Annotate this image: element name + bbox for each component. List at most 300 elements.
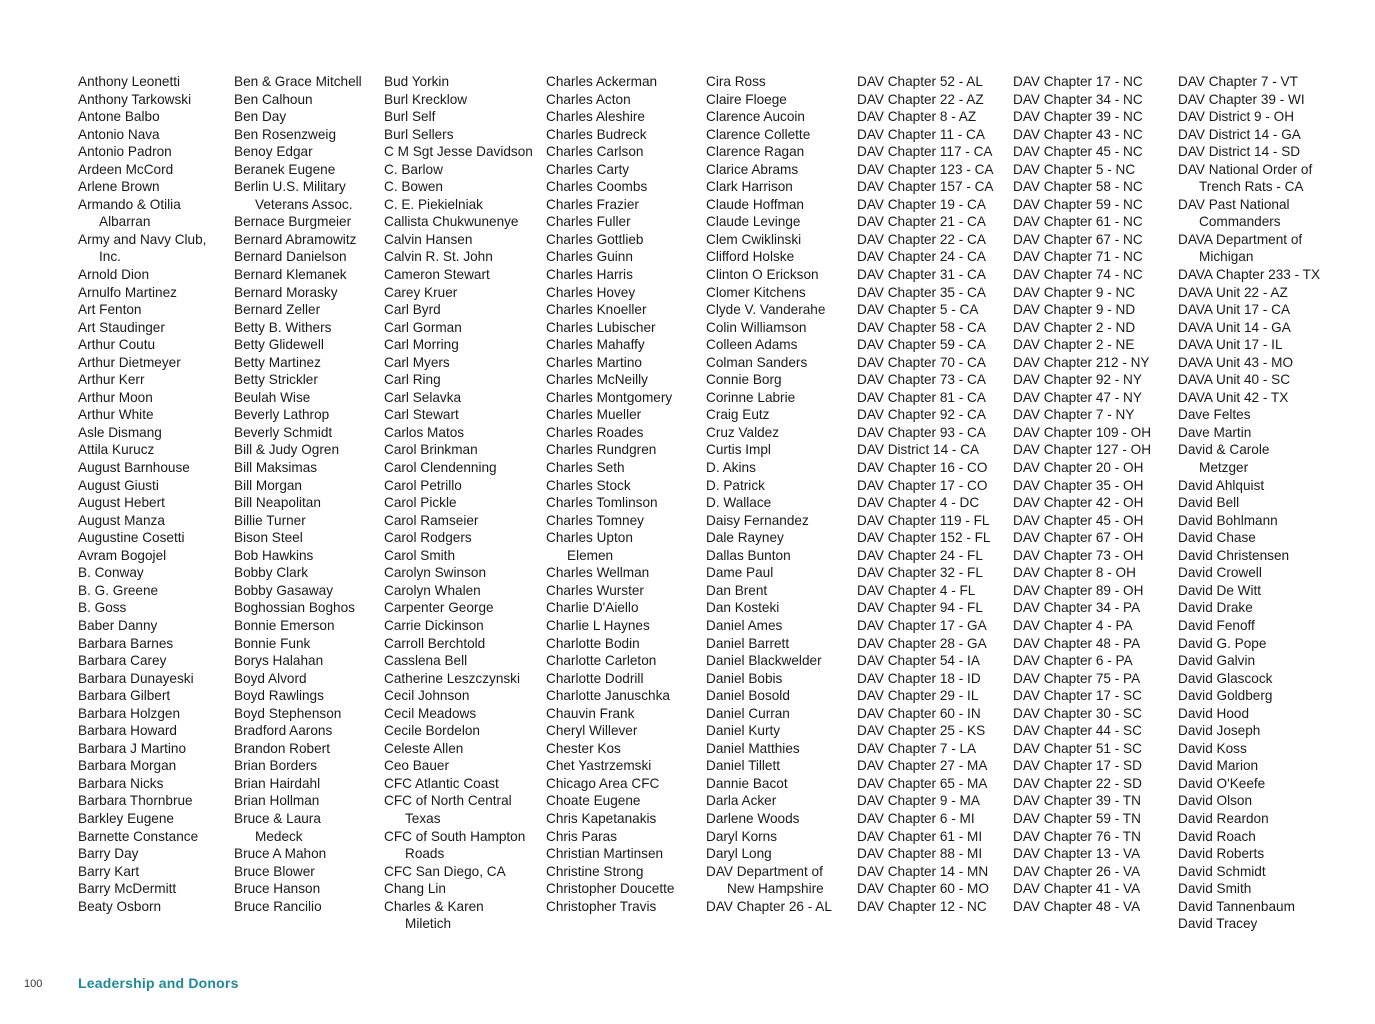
donor-name: B. Conway [78, 565, 144, 581]
donor-name: Charles Frazier [546, 196, 639, 212]
donor-column-4 [546, 73, 674, 915]
donor-name: Clinton O Erickson [706, 267, 819, 283]
donor-name: DAV Chapter 16 - CO [857, 460, 988, 476]
donor-name: Brian Hollman [234, 793, 320, 809]
donor-name: DAV Chapter 94 - FL [857, 600, 983, 616]
donor-name: CFC of North Central Texas [384, 793, 512, 826]
donor-name: Charlotte Januschka [546, 688, 670, 704]
donor-name: Ben Calhoun [234, 91, 313, 107]
donor-name: DAV Chapter 6 - PA [1013, 653, 1133, 669]
donor-name: DAV Chapter 67 - NC [1013, 231, 1143, 247]
donor-name: Barkley Eugene [78, 810, 174, 826]
donor-name: David Christensen [1178, 547, 1290, 563]
donor-name: Carrie Dickinson [384, 617, 484, 633]
donor-name: David Smith [1178, 881, 1252, 897]
donor-name: DAV Chapter 44 - SC [1013, 723, 1142, 739]
donor-name: DAV Chapter 12 - NC [857, 898, 987, 914]
donor-name: Augustine Cosetti [78, 530, 185, 546]
donor-name: Christopher Travis [546, 898, 657, 914]
donor-name: Colin Williamson [706, 319, 807, 335]
donor-name: DAV Chapter 21 - CA [857, 214, 986, 230]
donor-name: DAV Chapter 8 - AZ [857, 109, 977, 125]
donor-name: DAV Chapter 48 - VA [1013, 898, 1141, 914]
donor-name: Armando & Otilia Albarran [78, 196, 181, 230]
donor-name: DAV Chapter 39 - NC [1013, 109, 1143, 125]
donor-name: Carol Smith [384, 547, 456, 563]
section-title: Leadership and Donors [78, 975, 239, 991]
donor-name: Charlie L Haynes [546, 617, 650, 633]
donor-name: Charles Carty [546, 161, 630, 177]
donor-name: Bob Hawkins [234, 547, 314, 563]
donor-name: DAV Chapter 41 - VA [1013, 881, 1141, 897]
donor-name: Clarence Aucoin [706, 109, 805, 125]
donor-name: David Schmidt [1178, 863, 1266, 879]
donor-name: DAV Chapter 28 - GA [857, 635, 987, 651]
donor-name: Carl Ring [384, 372, 441, 388]
donor-name: DAV Chapter 60 - IN [857, 705, 981, 721]
donor-name: Boyd Stephenson [234, 705, 342, 721]
donor-name: Bruce A Mahon [234, 846, 327, 862]
donor-name: Art Staudinger [78, 319, 165, 335]
donor-name: Bradford Aarons [234, 723, 333, 739]
donor-name: DAV Chapter 59 - CA [857, 337, 986, 353]
donor-name: Clarence Ragan [706, 144, 805, 160]
donor-name: DAV District 14 - CA [857, 442, 980, 458]
donor-name: Carol Brinkman [384, 442, 478, 458]
donor-name: DAV Chapter 92 - CA [857, 407, 986, 423]
donor-name: Beaty Osborn [78, 898, 162, 914]
donor-name: Bobby Gasaway [234, 582, 333, 598]
donor-name: David G. Pope [1178, 635, 1267, 651]
donor-name: Bruce Hanson [234, 881, 321, 897]
donor-name: Burl Sellers [384, 126, 454, 142]
donor-name: DAV Chapter 17 - GA [857, 617, 987, 633]
donor-name: Brian Borders [234, 758, 318, 774]
donor-name: David Marion [1178, 758, 1259, 774]
donor-name: Carolyn Swinson [384, 565, 486, 581]
donor-column-1 [78, 73, 206, 915]
donor-name: DAV Chapter 2 - ND [1013, 319, 1136, 335]
donor-name: Arthur Coutu [78, 337, 156, 353]
donor-name: Barbara Gilbert [78, 688, 171, 704]
donor-name: Carl Stewart [384, 407, 459, 423]
donor-name: DAV Chapter 45 - NC [1013, 144, 1143, 160]
donor-name: Clifford Holske [706, 249, 795, 265]
donor-name: DAV Chapter 157 - CA [857, 179, 994, 195]
donor-name: DAV Chapter 18 - ID [857, 670, 981, 686]
donor-name: Charles Aleshire [546, 109, 645, 125]
donor-name: David & Carole Metzger [1178, 442, 1270, 476]
donor-name: DAV Past National Commanders [1178, 196, 1290, 230]
donor-name: Army and Navy Club, Inc. [78, 231, 207, 265]
donor-name: Dan Kosteki [706, 600, 780, 616]
donor-name: DAV Chapter 22 - CA [857, 231, 986, 247]
donor-name: Avram Bogojel [78, 547, 167, 563]
donor-name: Arthur Dietmeyer [78, 354, 181, 370]
donor-name: Bernard Zeller [234, 302, 321, 318]
donor-name: David Tracey [1178, 916, 1258, 932]
donor-name: Ben & Grace Mitchell [234, 74, 362, 89]
donor-column-7 [1013, 73, 1151, 915]
donor-name: DAVA Unit 42 - TX [1178, 389, 1289, 405]
donor-name: Bill Morgan [234, 477, 302, 493]
donor-name: DAV Chapter 13 - VA [1013, 846, 1141, 862]
donor-name: Barbara J Martino [78, 740, 187, 756]
donor-name: Charles Knoeller [546, 302, 647, 318]
donor-name: Claire Floege [706, 91, 787, 107]
donor-name: C. Barlow [384, 161, 443, 177]
donor-name: Bill Neapolitan [234, 495, 321, 511]
donor-name: DAV Chapter 88 - MI [857, 846, 983, 862]
donor-name: Christine Strong [546, 863, 644, 879]
donor-name: Daniel Ames [706, 617, 783, 633]
donor-name: Burl Krecklow [384, 91, 468, 107]
donor-name: Benoy Edgar [234, 144, 313, 160]
donor-name: Bison Steel [234, 530, 303, 546]
donor-name: Betty B. Withers [234, 319, 332, 335]
donor-name: David O'Keefe [1178, 775, 1266, 791]
donor-name: D. Wallace [706, 495, 772, 511]
donor-column-6 [857, 73, 994, 915]
donor-name: DAV Chapter 17 - SD [1013, 758, 1142, 774]
donor-name: Bud Yorkin [384, 74, 450, 89]
donor-name: DAV Chapter 58 - NC [1013, 179, 1143, 195]
donor-name: DAVA Chapter 233 - TX [1178, 267, 1321, 283]
donor-name: DAV Chapter 34 - PA [1013, 600, 1141, 616]
donor-name: DAV Chapter 119 - FL [857, 512, 990, 528]
donor-name: Charles Gottlieb [546, 231, 644, 247]
donor-name: Charles Carlson [546, 144, 644, 160]
donor-name: Bernard Abramowitz [234, 231, 357, 247]
donor-name: Callista Chukwunenye [384, 214, 519, 230]
donor-name: Charlotte Bodin [546, 635, 640, 651]
page-number: 100 [24, 978, 43, 990]
donor-name: Colleen Adams [706, 337, 798, 353]
donor-name: Corinne Labrie [706, 389, 796, 405]
donor-name: Charles Harris [546, 267, 633, 283]
donor-name: DAV Chapter 45 - OH [1013, 512, 1144, 528]
donor-name: DAV Chapter 17 - SC [1013, 688, 1142, 704]
donor-name: Barbara Carey [78, 653, 167, 669]
donor-name: DAV National Order of Trench Rats - CA [1178, 161, 1313, 195]
donor-name: DAV Chapter 48 - PA [1013, 635, 1141, 651]
donor-name: DAV Chapter 81 - CA [857, 389, 986, 405]
donor-name: Arthur Kerr [78, 372, 145, 388]
donor-name: David Joseph [1178, 723, 1261, 739]
donor-column-3 [384, 73, 533, 933]
donor-name: DAV Chapter 70 - CA [857, 354, 986, 370]
donor-name: DAV Chapter 76 - TN [1013, 828, 1141, 844]
donor-name: Anthony Tarkowski [78, 91, 192, 107]
donor-name: Daisy Fernandez [706, 512, 809, 528]
donor-name: DAVA Unit 22 - AZ [1178, 284, 1288, 300]
donor-name: David Chase [1178, 530, 1256, 546]
donor-name: Carlos Matos [384, 424, 465, 440]
donor-name: Carpenter George [384, 600, 494, 616]
donor-name: Carl Selavka [384, 389, 462, 405]
donor-name: DAV Chapter 4 - FL [857, 582, 976, 598]
donor-name: Daniel Kurty [706, 723, 781, 739]
donor-name: Daryl Long [706, 846, 772, 862]
donor-name: Connie Borg [706, 372, 782, 388]
donor-name: Charles Mueller [546, 407, 642, 423]
donor-name: DAV Chapter 152 - FL [857, 530, 991, 546]
donor-name: DAV Chapter 9 - ND [1013, 302, 1136, 318]
donor-name: Clyde V. Vanderahe [706, 302, 826, 318]
donor-name: Cameron Stewart [384, 267, 490, 283]
donor-name: Dan Brent [706, 582, 768, 598]
donor-name: DAV Chapter 47 - NY [1013, 389, 1142, 405]
donor-name: Charles Seth [546, 460, 625, 476]
donor-name: Cheryl Willever [546, 723, 638, 739]
donor-name: DAV Chapter 212 - NY [1013, 354, 1150, 370]
donor-name: DAVA Department of Michigan [1178, 231, 1303, 265]
donor-name: Craig Eutz [706, 407, 770, 423]
donor-name: Bernard Danielson [234, 249, 347, 265]
donor-name: David Ahlquist [1178, 477, 1265, 493]
donor-name: David Olson [1178, 793, 1253, 809]
donor-name: Charles Rundgren [546, 442, 657, 458]
donor-name: DAV Chapter 34 - NC [1013, 91, 1143, 107]
donor-name: DAV Chapter 19 - CA [857, 196, 986, 212]
donor-name: Charles Mahaffy [546, 337, 645, 353]
donor-name: Beranek Eugene [234, 161, 336, 177]
donor-name: DAV Chapter 89 - OH [1013, 582, 1144, 598]
donor-name: Carol Petrillo [384, 477, 462, 493]
donor-name: David Bell [1178, 495, 1240, 511]
donor-name: Christopher Doucette [546, 881, 675, 897]
donor-name: DAV Chapter 9 - MA [857, 793, 980, 809]
donor-name: Charlotte Carleton [546, 653, 657, 669]
donor-name: DAV Chapter 123 - CA [857, 161, 994, 177]
donor-name: David Hood [1178, 705, 1250, 721]
donor-name: Barbara Howard [78, 723, 177, 739]
donor-name: C. Bowen [384, 179, 443, 195]
donor-name: C. E. Piekielniak [384, 196, 483, 212]
donor-name: Cira Ross [706, 74, 766, 89]
donor-name: Barbara Holzgen [78, 705, 181, 721]
donor-name: Charlotte Dodrill [546, 670, 644, 686]
donor-name: Boyd Rawlings [234, 688, 324, 704]
donor-name: Carl Gorman [384, 319, 462, 335]
donor-name: DAV Department of New Hampshire [706, 863, 824, 897]
donor-name: DAV Chapter 8 - OH [1013, 565, 1136, 581]
donor-name: Arnold Dion [78, 267, 150, 283]
donor-name: Daniel Bobis [706, 670, 783, 686]
donor-name: DAV Chapter 9 - NC [1013, 284, 1136, 300]
donor-name: DAVA Unit 43 - MO [1178, 354, 1294, 370]
donor-name: Chet Yastrzemski [546, 758, 652, 774]
donor-name: Berlin U.S. Military Veterans Assoc. [234, 179, 353, 212]
donor-name: DAV Chapter 65 - MA [857, 775, 988, 791]
donor-name: Clomer Kitchens [706, 284, 806, 300]
donor-name: DAV District 14 - SD [1178, 144, 1301, 160]
donor-name: DAV Chapter 58 - CA [857, 319, 986, 335]
donor-name: Beverly Lathrop [234, 407, 330, 423]
donor-name: Dallas Bunton [706, 547, 791, 563]
donor-name: DAV Chapter 27 - MA [857, 758, 988, 774]
donor-name: Ben Day [234, 109, 287, 125]
donor-name: David Koss [1178, 740, 1247, 756]
donor-name: Carl Morring [384, 337, 459, 353]
donor-name: Art Fenton [78, 302, 142, 318]
donor-name: DAV Chapter 59 - NC [1013, 196, 1143, 212]
donor-name: Cecil Meadows [384, 705, 477, 721]
donor-name: Charlie D'Aiello [546, 600, 639, 616]
donor-name: DAV Chapter 30 - SC [1013, 705, 1142, 721]
donor-name: Baber Danny [78, 617, 158, 633]
donor-column-5 [706, 73, 832, 915]
donor-name: Antonio Nava [78, 126, 160, 142]
donor-name: Barbara Thornbrue [78, 793, 193, 809]
donor-name: Betty Glidewell [234, 337, 324, 353]
donor-name: DAV Chapter 75 - PA [1013, 670, 1141, 686]
donor-name: DAV District 14 - GA [1178, 126, 1301, 142]
donor-name: Carol Ramseier [384, 512, 479, 528]
donor-name: DAV Chapter 74 - NC [1013, 267, 1143, 283]
donor-name: DAV Chapter 14 - MN [857, 863, 989, 879]
donor-name: B. Goss [78, 600, 127, 616]
donor-name: Daniel Tillett [706, 758, 781, 774]
donor-name: DAV Chapter 7 - NY [1013, 407, 1135, 423]
donor-name: DAV Chapter 52 - AL [857, 74, 983, 89]
donor-name: Calvin Hansen [384, 231, 473, 247]
donor-name: DAV Chapter 54 - IA [857, 653, 980, 669]
donor-name: Beverly Schmidt [234, 424, 333, 440]
donor-name: Arthur White [78, 407, 154, 423]
donor-name: DAV Chapter 73 - OH [1013, 547, 1144, 563]
donor-name: Bruce Blower [234, 863, 315, 879]
donor-name: DAV Chapter 59 - TN [1013, 810, 1141, 826]
donor-name: Daniel Blackwelder [706, 653, 822, 669]
donor-name: Beulah Wise [234, 389, 311, 405]
donor-name: DAV Chapter 71 - NC [1013, 249, 1143, 265]
donor-name: Barbara Morgan [78, 758, 177, 774]
donor-name: DAV Chapter 5 - CA [857, 302, 979, 318]
donor-name: Bobby Clark [234, 565, 309, 581]
donor-name: DAV Chapter 26 - VA [1013, 863, 1141, 879]
donor-name: Barbara Dunayeski [78, 670, 194, 686]
donor-name: Chicago Area CFC [546, 775, 660, 791]
donor-name: Carey Kruer [384, 284, 458, 300]
donor-name: August Barnhouse [78, 460, 190, 476]
donor-name: DAVA Unit 14 - GA [1178, 319, 1291, 335]
donor-name: Charles Acton [546, 91, 631, 107]
donor-name: Chester Kos [546, 740, 621, 756]
donor-name: Ceo Bauer [384, 758, 449, 774]
donor-name: Casslena Bell [384, 653, 468, 669]
donor-name: Celeste Allen [384, 740, 464, 756]
donor-name: DAV Chapter 39 - TN [1013, 793, 1141, 809]
donor-name: DAV Chapter 31 - CA [857, 267, 986, 283]
donor-name: Charles Tomney [546, 512, 644, 528]
donor-name: Bruce & Laura Medeck [234, 810, 321, 844]
donor-name: Bonnie Funk [234, 635, 311, 651]
donor-name: Charles Coombs [546, 179, 648, 195]
donor-name: DAV Chapter 60 - MO [857, 881, 989, 897]
donor-name: David Bohlmann [1178, 512, 1278, 528]
donor-name: Calvin R. St. John [384, 249, 493, 265]
donor-name: CFC Atlantic Coast [384, 775, 499, 791]
donor-name: DAV Chapter 17 - NC [1013, 74, 1143, 89]
donor-name: Charles Wellman [546, 565, 650, 581]
donor-name: Charles Guinn [546, 249, 633, 265]
donor-name: Claude Levinge [706, 214, 801, 230]
donor-name: Charles Ackerman [546, 74, 658, 89]
donor-name: Barbara Nicks [78, 775, 164, 791]
donor-name: Arthur Moon [78, 389, 153, 405]
donor-name: DAV Chapter 4 - DC [857, 495, 980, 511]
donor-name: DAV Chapter 61 - MI [857, 828, 983, 844]
donor-name: Burl Self [384, 109, 436, 125]
donor-name: Carolyn Whalen [384, 582, 481, 598]
donor-name: David Goldberg [1178, 688, 1273, 704]
donor-name: Barry Day [78, 846, 139, 862]
donor-name: Charles Fuller [546, 214, 631, 230]
donor-name: DAV Chapter 92 - NY [1013, 372, 1142, 388]
donor-name: Barnette Constance [78, 828, 199, 844]
donor-name: Boyd Alvord [234, 670, 307, 686]
donor-name: Bernard Morasky [234, 284, 338, 300]
donor-name: DAV Chapter 67 - OH [1013, 530, 1144, 546]
donor-name: DAV Chapter 93 - CA [857, 424, 986, 440]
donor-name: Claude Hoffman [706, 196, 804, 212]
donor-name: Asle Dismang [78, 424, 162, 440]
donor-name: Betty Strickler [234, 372, 318, 388]
donor-name: Bernard Klemanek [234, 267, 347, 283]
donor-name: DAV Chapter 127 - OH [1013, 442, 1152, 458]
donor-name: Daniel Matthies [706, 740, 800, 756]
donor-name: DAV Chapter 22 - SD [1013, 775, 1142, 791]
donor-name: DAV Chapter 51 - SC [1013, 740, 1142, 756]
donor-name: Barbara Barnes [78, 635, 174, 651]
donor-name: Charles Montgomery [546, 389, 673, 405]
donor-name: Antone Balbo [78, 109, 160, 125]
donor-name: Daniel Curran [706, 705, 790, 721]
donor-name: Charles Budreck [546, 126, 647, 142]
donor-name: DAV Chapter 25 - KS [857, 723, 986, 739]
donor-name: Clark Harrison [706, 179, 793, 195]
donor-name: David Reardon [1178, 810, 1269, 826]
donor-name: DAV Chapter 5 - NC [1013, 161, 1136, 177]
donor-name: CFC of South Hampton Roads [384, 828, 526, 862]
donor-name: David Crowell [1178, 565, 1262, 581]
donor-name: Catherine Leszczynski [384, 670, 520, 686]
donor-name: Brian Hairdahl [234, 775, 321, 791]
donor-name: Arnulfo Martinez [78, 284, 177, 300]
donor-name: Bonnie Emerson [234, 617, 335, 633]
donor-name: DAV Chapter 35 - CA [857, 284, 986, 300]
donor-name: Billie Turner [234, 512, 306, 528]
donor-name: DAV District 9 - OH [1178, 109, 1295, 125]
donor-name: Dave Martin [1178, 424, 1252, 440]
donor-name: Brandon Robert [234, 740, 330, 756]
donor-name: DAVA Unit 17 - CA [1178, 302, 1291, 318]
donor-name: DAV Chapter 6 - MI [857, 810, 975, 826]
donor-name: DAV Chapter 7 - VT [1178, 74, 1298, 89]
donor-name: David Fenoff [1178, 617, 1255, 633]
donor-name: Boghossian Boghos [234, 600, 355, 616]
donor-name: August Hebert [78, 495, 165, 511]
donor-name: Chang Lin [384, 881, 446, 897]
donor-name: Darla Acker [706, 793, 777, 809]
donor-name: DAV Chapter 24 - FL [857, 547, 983, 563]
donor-name: DAV Chapter 2 - NE [1013, 337, 1135, 353]
donor-name: Anthony Leonetti [78, 74, 181, 89]
donor-name: Clem Cwiklinski [706, 231, 802, 247]
donor-name: DAV Chapter 42 - OH [1013, 495, 1144, 511]
donor-name: DAV Chapter 11 - CA [857, 126, 985, 142]
